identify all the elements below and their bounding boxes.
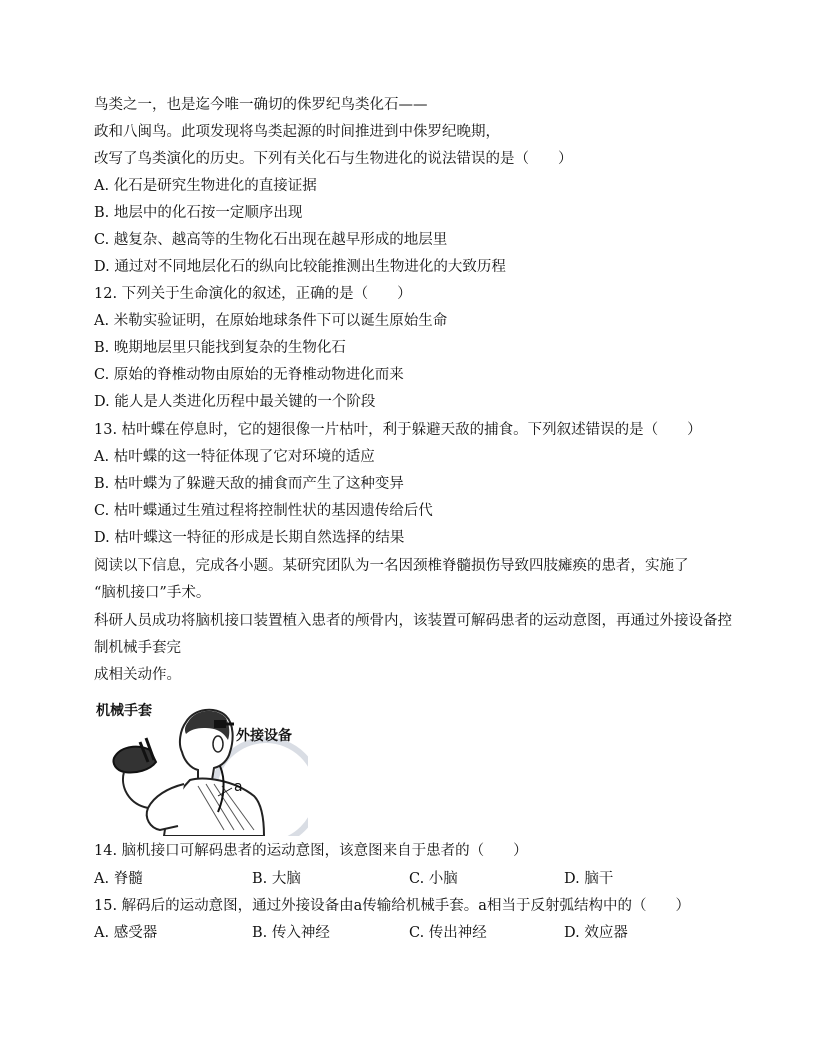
reading-text: 科研人员成功将脑机接口装置植入患者的颅骨内，该装置可解码患者的运动意图，再通过外接设备控 [94,613,732,629]
reading-text: 制机械手套完 [94,640,181,656]
reading-text: 成相关动作。 [94,667,181,683]
q14-option-a: A. 脊髓 [94,871,143,887]
reading-intro: 阅读以下信息，完成各小题。某研究团队为一名因颈椎脊髓损伤导致四肢瘫痪的患者，实施了 [94,558,689,574]
q15-option-b: B. 传入神经 [252,925,330,941]
q14-option-c: C. 小脑 [409,871,458,887]
label-external-device: 外接设备 [236,728,292,744]
option-c: C. 越复杂、越高等的生物化石出现在越早形成的地层里 [94,232,448,248]
option-a: A. 化石是研究生物进化的直接证据 [94,178,317,194]
option-c: C. 枯叶蝶通过生殖过程将控制性状的基因遗传给后代 [94,503,433,519]
q14-option-d: D. 脑干 [564,871,614,887]
option-c: C. 原始的脊椎动物由原始的无脊椎动物进化而来 [94,367,404,383]
q15-option-d: D. 效应器 [564,925,628,941]
label-robotic-glove: 机械手套 [96,703,152,719]
q15-option-c: C. 传出神经 [409,925,487,941]
implant-icon [214,720,226,728]
option-d: D. 枯叶蝶这一特征的形成是长期自然选择的结果 [94,530,405,546]
option-b: B. 枯叶蝶为了躲避天敌的捕食而产生了这种变异 [94,476,404,492]
text-line: 鸟类之一，也是迄今唯一确切的侏罗纪鸟类化石—— [94,97,428,113]
q14-option-b: B. 大脑 [252,871,301,887]
text-line: 政和八闽鸟。此项发现将鸟类起源的时间推进到中侏罗纪晚期， [94,124,500,140]
question-14-stem: 14. 脑机接口可解码患者的运动意图，该意图来自于患者的（ ） [94,843,528,859]
reading-intro: “脑机接口”手术。 [94,585,211,601]
label-a: a [234,779,243,795]
option-d: D. 能人是人类进化历程中最关键的一个阶段 [94,394,376,410]
question-12-stem: 12. 下列关于生命演化的叙述，正确的是（ ） [94,286,412,302]
question-11-stem: 改写了鸟类演化的历史。下列有关化石与生物进化的说法错误的是（ ） [94,151,573,167]
question-15-stem: 15. 解码后的运动意图，通过外接设备由a传输给机械手套。a相当于反射弧结构中的（ ） [94,898,690,914]
q15-option-a: A. 感受器 [94,925,158,941]
option-a: A. 米勒实验证明，在原始地球条件下可以诞生原始生命 [94,313,448,329]
option-d: D. 通过对不同地层化石的纵向比较能推测出生物进化的大致历程 [94,259,506,275]
option-b: B. 晚期地层里只能找到复杂的生物化石 [94,340,346,356]
option-b: B. 地层中的化石按一定顺序出现 [94,205,303,221]
option-a: A. 枯叶蝶的这一特征体现了它对环境的适应 [94,449,375,465]
bci-illustration [94,700,308,836]
question-13-stem: 13. 枯叶蝶在停息时，它的翅很像一片枯叶，利于躲避天敌的捕食。下列叙述错误的是（ ） [94,422,702,438]
